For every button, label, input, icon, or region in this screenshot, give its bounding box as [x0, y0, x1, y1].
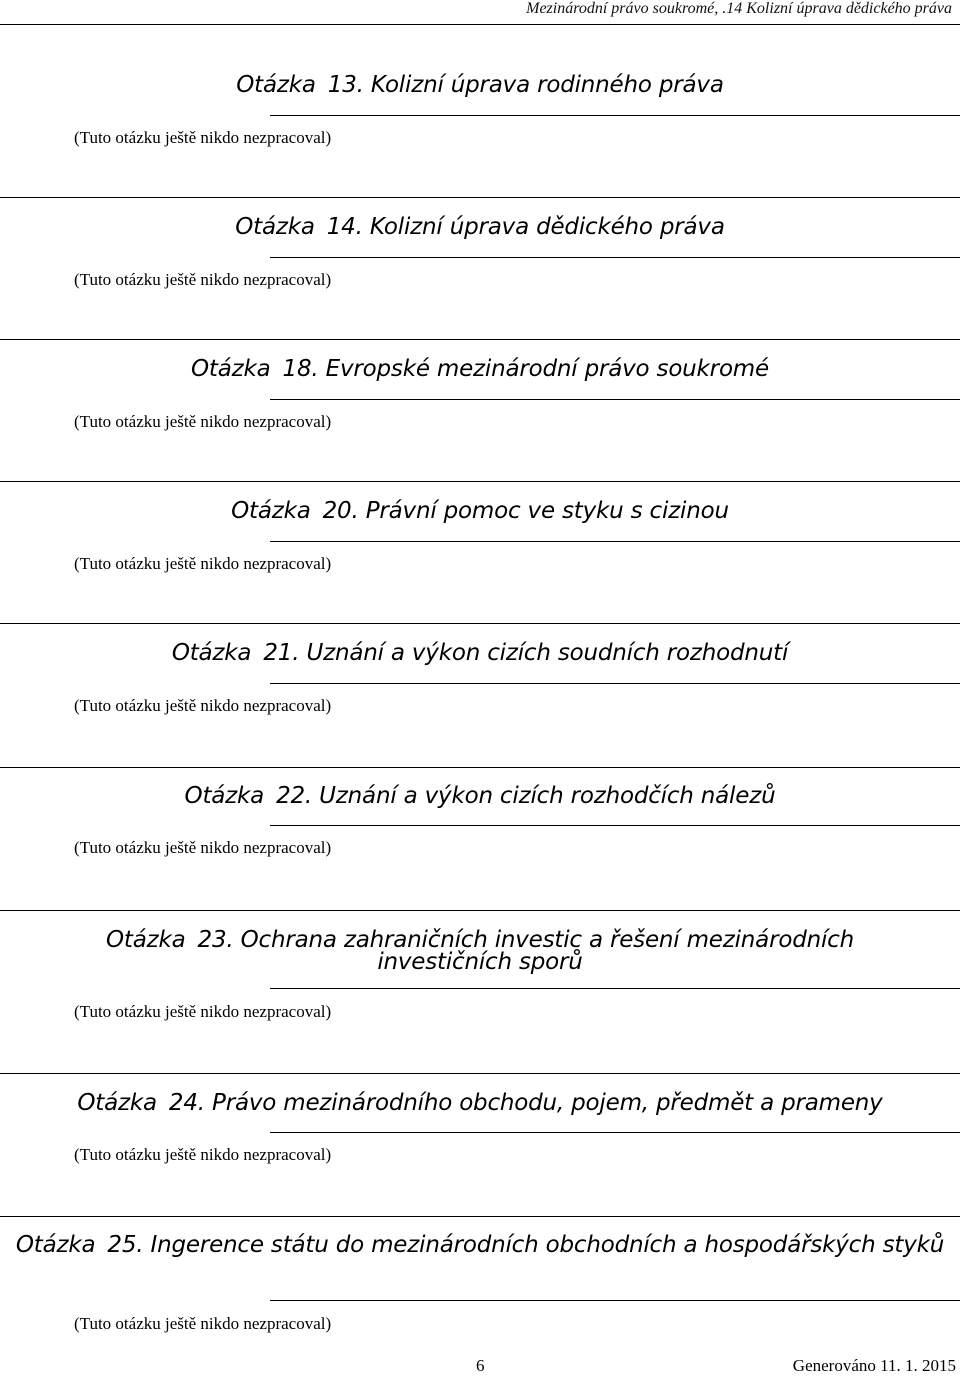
header-rule: [0, 24, 960, 25]
question-23: [0, 929, 960, 973]
question-title-text: Uznání a výkon cizích rozhodčích nálezů: [319, 783, 776, 809]
question-note: (Tuto otázku ještě nikdo nezpracoval): [74, 838, 332, 857]
question-18: [0, 358, 960, 380]
question-label: Otázka: [231, 498, 311, 524]
title-rule: [270, 988, 960, 989]
title-rule: [270, 541, 960, 542]
question-note: (Tuto otázku ještě nikdo nezpracoval): [74, 1002, 332, 1021]
question-separator: [0, 481, 960, 482]
question-number: 23.: [197, 927, 234, 953]
question-title-text: Evropské mezinárodní právo soukromé: [325, 356, 769, 382]
question-number: 25.: [107, 1232, 144, 1258]
question-title: [0, 216, 960, 238]
question-title: [0, 74, 960, 96]
question-number: 22.: [276, 783, 313, 809]
question-number: 18.: [282, 356, 319, 382]
generated-date: Generováno 11. 1. 2015: [792, 1356, 956, 1375]
question-title: [0, 358, 960, 380]
question-title: [0, 1092, 960, 1114]
question-note: (Tuto otázku ještě nikdo nezpracoval): [74, 554, 332, 573]
question-label: Otázka: [15, 1232, 96, 1258]
question-number: 20.: [322, 498, 359, 524]
question-number: 24.: [168, 1090, 205, 1116]
question-note: (Tuto otázku ještě nikdo nezpracoval): [74, 270, 332, 289]
question-13: [0, 74, 960, 96]
question-separator: [0, 767, 960, 768]
question-label: Otázka: [236, 72, 316, 98]
question-separator: [0, 623, 960, 624]
question-14: [0, 216, 960, 238]
question-title: [0, 642, 960, 664]
title-rule: [270, 1300, 960, 1301]
question-label: Otázka: [235, 214, 315, 240]
question-label: Otázka: [184, 783, 265, 809]
title-rule: [270, 257, 960, 258]
question-25: [0, 1234, 960, 1256]
question-note: (Tuto otázku ještě nikdo nezpracoval): [74, 696, 332, 715]
question-20: [0, 500, 960, 522]
title-rule: [270, 1132, 960, 1133]
page-number: 6: [476, 1356, 485, 1375]
question-title-text: Právo mezinárodního obchodu, pojem, předmět a prameny: [212, 1090, 883, 1116]
question-label: Otázka: [191, 356, 271, 382]
question-24: [0, 1092, 960, 1114]
question-title: [0, 929, 960, 973]
title-rule: [270, 115, 960, 116]
question-title-text: Kolizní úprava dědického práva: [369, 214, 725, 240]
title-rule: [270, 825, 960, 826]
question-title: [0, 500, 960, 522]
question-title-text: Uznání a výkon cizích soudních rozhodnutí: [306, 640, 789, 666]
question-separator: [0, 339, 960, 340]
question-separator: [0, 197, 960, 198]
question-note: (Tuto otázku ještě nikdo nezpracoval): [74, 1314, 332, 1333]
question-22: [0, 785, 960, 807]
question-separator: [0, 1216, 960, 1217]
question-title-text: Kolizní úprava rodinného práva: [370, 72, 724, 98]
question-21: [0, 642, 960, 664]
question-title: [0, 785, 960, 807]
question-note: (Tuto otázku ještě nikdo nezpracoval): [74, 412, 332, 431]
running-header: Mezinárodní právo soukromé, .14 Kolizní úprava dědického práva: [526, 0, 952, 17]
question-title: [0, 1234, 960, 1256]
question-title-text: Právní pomoc ve styku s cizinou: [365, 498, 729, 524]
question-label: Otázka: [106, 927, 186, 953]
question-label: Otázka: [77, 1090, 157, 1116]
question-title-text: Ingerence státu do mezinárodních obchodních a hospodářských styků: [150, 1232, 945, 1258]
question-note: (Tuto otázku ještě nikdo nezpracoval): [74, 1145, 332, 1164]
question-title-text: Ochrana zahraničních investic a řešení mezinárodních investičních sporů: [240, 927, 854, 975]
question-note: (Tuto otázku ještě nikdo nezpracoval): [74, 128, 332, 147]
title-rule: [270, 683, 960, 684]
question-number: 21.: [263, 640, 300, 666]
question-label: Otázka: [171, 640, 252, 666]
title-rule: [270, 399, 960, 400]
question-separator: [0, 910, 960, 911]
question-number: 14.: [326, 214, 363, 240]
question-number: 13.: [327, 72, 364, 98]
question-separator: [0, 1073, 960, 1074]
